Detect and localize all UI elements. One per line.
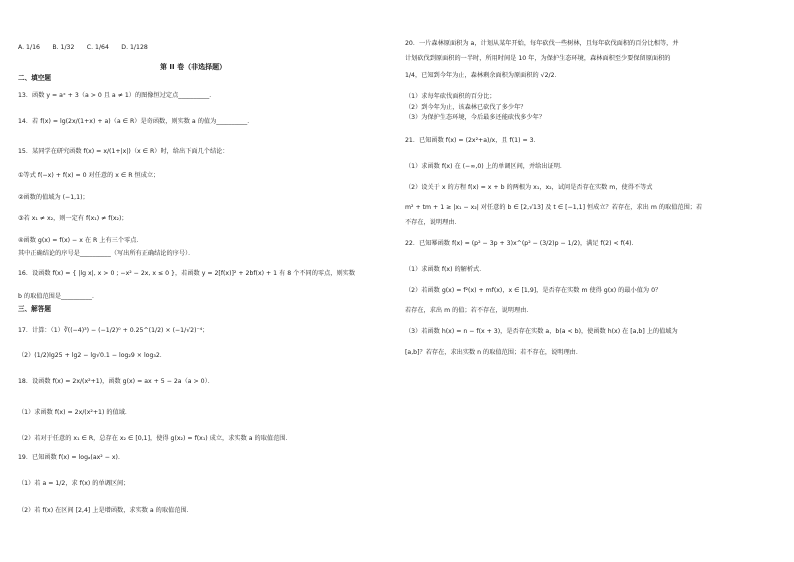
left-line: ②函数的值域为 (−1,1)； xyxy=(18,194,89,201)
right-line: 20．一片森林原面积为 a，计划从某年开始，每年砍伐一些树林，且每年砍伐面积的百分比相等，并 xyxy=(405,40,679,47)
right-line: 22．已知幂函数 f(x) = (p² − 3p + 3)x^(p² − (3/2)p − 1/2)，满足 f(2) < f(4)． xyxy=(405,240,638,247)
left-line: ④函数 g(x) = f(x) − x 在 R 上有三个零点． xyxy=(18,237,143,244)
left-line: 17．计算：（1）∛((−4)³) − (−1/2)⁰ + 0.25^(1/2) × (−1/√2)⁻⁴； xyxy=(18,327,209,334)
left-line: 13．函数 y = aˣ + 3（a > 0 且 a ≠ 1）的图像恒过定点__________． xyxy=(18,92,216,99)
right-line: （2）到今年为止，该森林已砍伐了多少年？ xyxy=(405,104,527,111)
left-line: 18．设函数 f(x) = 2x/(x²+1)，函数 g(x) = ax + 5 − 2a（a > 0）． xyxy=(18,378,214,385)
left-line: 其中正确结论的序号是__________（写出所有正确结论的序号）． xyxy=(18,250,195,257)
left-line: ③若 x₁ ≠ x₂，则一定有 f(x₁) ≠ f(x₂)； xyxy=(18,215,128,222)
left-line: A. 1/16 B. 1/32 C. 1/64 D. 1/128 xyxy=(18,44,148,51)
right-line: （3）为保护生态环境，今后最多还能砍伐多少年？ xyxy=(405,114,546,121)
right-line: （2）若函数 g(x) = f²(x) + mf(x)，x ∈ [1,9]，是否存在实数 m 使得 g(x) 的最小值为 0？ xyxy=(405,287,662,294)
left-line: 19．已知函数 f(x) = logₐ(ax² − x)． xyxy=(18,454,125,461)
left-line: 第 II 卷（非选择题） xyxy=(160,63,227,71)
right-line: 1/4，已知到今年为止，森林剩余面积为原面积的 √2/2． xyxy=(405,72,561,79)
right-line: （1）求函数 f(x) 的解析式． xyxy=(405,266,486,273)
left-line: 二、填空题 xyxy=(18,74,51,82)
left-line: 15．某同学在研究函数 f(x) = x/(1+|x|)（x ∈ R）时，给出下面几个结论： xyxy=(18,148,229,155)
right-line: （3）若函数 h(x) = n − f(x + 3)，是否存在实数 a，b(a < b)，使函数 h(x) 在 [a,b] 上的值域为 xyxy=(405,328,678,335)
right-line: 不存在，说明理由． xyxy=(405,219,461,226)
right-line: 若存在，求出 m 的值；若不存在，说明理由． xyxy=(405,307,533,314)
right-line: [a,b]？若存在，求出实数 n 的取值范围；若不存在，说明理由． xyxy=(405,349,583,356)
left-line: （1）若 a = 1/2，求 f(x) 的单调区间； xyxy=(18,480,130,487)
left-line: 三、解答题 xyxy=(18,305,51,313)
right-line: 21．已知函数 f(x) = (2x²+a)/x，且 f(1) = 3． xyxy=(405,137,540,144)
right-line: （1）求每年砍伐面积的百分比； xyxy=(405,93,496,100)
right-line: m² + tm + 1 ≥ |x₁ − x₂| 对任意的 b ∈ [2,√13] 及 t ∈ [−1,1] 恒成立？若存在，求出 m 的取值范围；若 xyxy=(405,204,703,211)
left-line: 16．设函数 f(x) = { |lg x|, x > 0 ; −x² − 2x, x ≤ 0 }，若函数 y = 2[f(x)]² + 2bf(x) + 1 有 8 个不同的零点，则实数 xyxy=(18,270,356,277)
right-line: （1）求函数 f(x) 在 (−∞,0) 上的单调区间，并给出证明． xyxy=(405,163,567,170)
right-line: 计划砍伐到原面积的一半时，所用时间是 10 年，为保护生态环境，森林面积至少要保留原面积的 xyxy=(405,55,671,62)
left-line: （2）(1/2)lg25 + lg2 − lg√0.1 − log₂9 × log₃2． xyxy=(18,352,166,359)
left-line: （1）求函数 f(x) = 2x/(x²+1) 的值域． xyxy=(18,409,132,416)
left-line: （2）若对于任意的 x₁ ∈ R，总存在 x₂ ∈ [0,1]，使得 g(x₂) = f(x₁) 成立，求实数 a 的取值范围． xyxy=(18,435,292,442)
left-line: （2）若 f(x) 在区间 [2,4] 上是增函数，求实数 a 的取值范围． xyxy=(18,507,193,514)
left-line: ①等式 f(−x) + f(x) = 0 对任意的 x ∈ R 恒成立； xyxy=(18,172,160,179)
right-line: （2）设关于 x 的方程 f(x) = x + b 的两根为 x₁，x₂，试问是否存在实数 m，使得不等式 xyxy=(405,184,653,191)
left-line: 14．若 f(x) = lg(2x/(1+x) + a)（a ∈ R）是奇函数，则实数 a 的值为__________． xyxy=(18,118,254,125)
left-line: b 的取值范围是__________． xyxy=(18,293,99,300)
